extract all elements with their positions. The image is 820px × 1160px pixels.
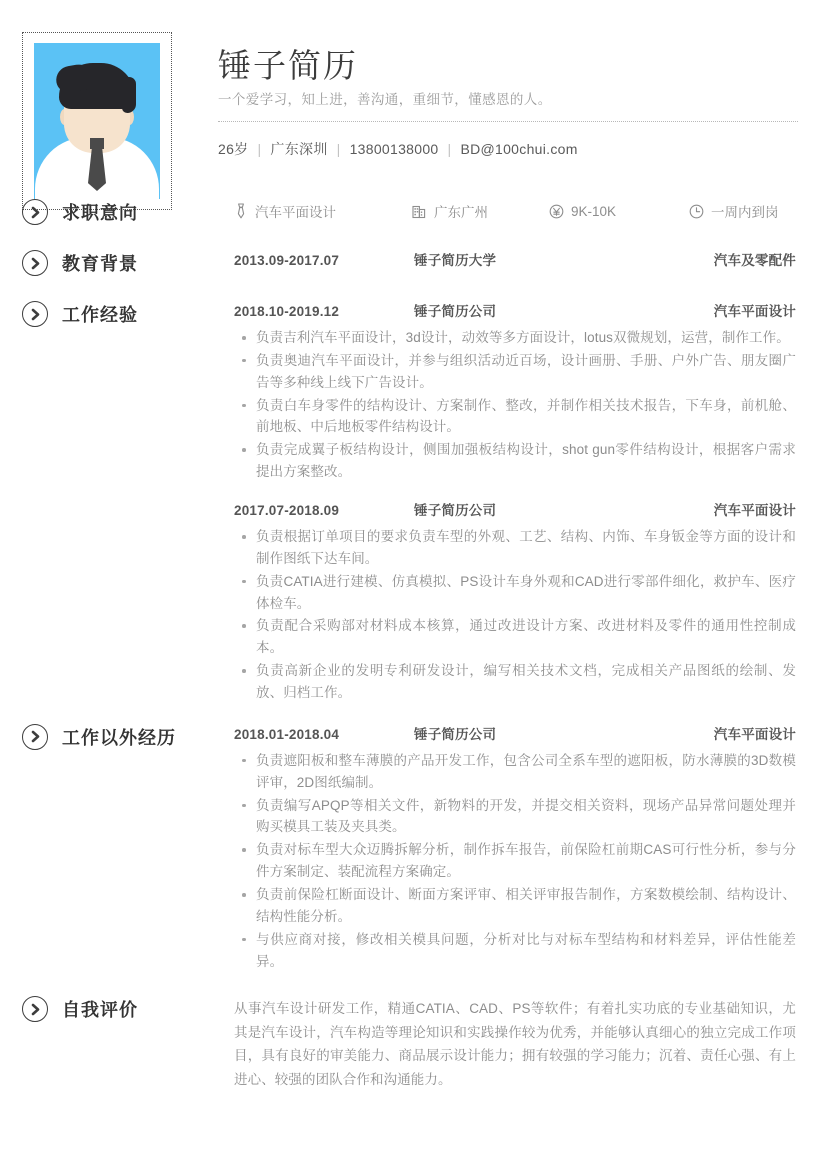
contact-phone: 13800138000 [349,140,439,157]
chevron-right-circle-icon [22,199,48,225]
extra-entry [234,723,796,973]
entry-date: 2018.01-2018.04 [234,726,340,742]
section-label-extra-experience [22,723,234,750]
section-job-intent [22,198,798,225]
job-intent-position-label: 汽车平面设计 [255,205,336,220]
entry-role: 汽车平面设计 [713,304,796,319]
header-divider [218,121,798,122]
entry-role: 汽车平面设计 [713,503,796,519]
chevron-right-circle-icon [22,250,48,276]
bullet-item: 负责遮阳板和整车薄膜的产品开发工作，包含公司全系车型的遮阳板，防水薄膜的3D数模评审，2D图纸编制。 [234,750,796,794]
section-body-self-evaluation [234,995,798,1091]
entry-header [234,300,796,320]
entry-role: 汽车平面设计 [713,726,796,742]
job-intent-availability [689,201,779,221]
entry-organization: 锤子简历大学 [414,253,497,268]
section-extra-experience [22,723,798,974]
avatar-hair-side [122,77,136,113]
bullet-item: 负责前保险杠断面设计、断面方案评审、相关评审报告制作，方案数模绘制、结构设计、结构性能分析。 [234,884,796,928]
section-body-work-experience [234,300,798,705]
chevron-right-circle-icon [22,996,48,1022]
section-title: 教育背景 [62,254,138,274]
bullet-item: 负责根据订单项目的要求负责车型的外观、工艺、结构、内饰、车身钣金等方面的设计和制作图纸下达车间。 [234,526,796,570]
section-label-education [22,249,234,276]
contact-email: BD@100chui.com [460,140,578,157]
entry-date: 2017.07-2018.09 [234,503,340,519]
contact-separator: | [336,140,341,157]
avatar-frame [22,32,172,210]
job-intent-city [412,201,549,221]
job-intent-row [234,198,796,221]
entry-organization: 锤子简历公司 [414,304,497,319]
contact-row [218,139,798,159]
bullet-item: 负责奥迪汽车平面设计，并参与组织活动近百场，设计画册、手册、户外广告、朋友圈广告等多种线上线下广告设计。 [234,350,796,394]
bullet-item: 负责完成翼子板结构设计，侧围加强板结构设计，shot gun零件结构设计，根据客户需求提出方案整改。 [234,439,796,483]
section-label-self-evaluation [22,995,234,1022]
entry-role: 汽车及零配件 [713,253,796,268]
bullet-item: 负责高新企业的发明专利研发设计，编写相关技术文档，完成相关产品图纸的绘制、发放、归档工作。 [234,660,796,704]
bullet-item: 负责编写APQP等相关文件，新物料的开发，并提交相关资料，现场产品异常问题处理并购买模具工装及夹具类。 [234,795,796,839]
work-entry [234,300,796,483]
entry-organization: 锤子简历公司 [414,726,497,742]
section-title: 求职意向 [62,203,138,223]
bullet-item: 负责配合采购部对材料成本核算，通过改进设计方案、改进材料及零件的通用性控制成本。 [234,615,796,659]
building-icon [412,204,427,219]
entry-date: 2013.09-2017.07 [234,253,340,268]
entry-bullets [234,526,796,704]
entry-date: 2018.10-2019.12 [234,304,340,319]
section-body-job-intent [234,198,798,221]
profile-name: 锤子简历 [218,47,358,84]
section-self-evaluation [22,995,798,1091]
bullet-item: 负责对标车型大众迈腾拆解分析，制作拆车报告，前保险杠前期CAS可行性分析，参与分件方案制定、装配流程方案确定。 [234,839,796,883]
section-body-extra-experience [234,723,798,974]
entry-bullets [234,750,796,973]
profile-tagline: 一个爱学习，知上进，善沟通，重细节，懂感恩的人。 [218,91,552,107]
entry-header [234,249,796,269]
section-title: 工作经验 [62,305,138,325]
bullet-item: 与供应商对接，修改相关模具问题，分析对比与对标车型结构和材料差异，评估性能差异。 [234,929,796,973]
job-intent-salary [549,204,689,219]
chevron-right-circle-icon [22,724,48,750]
necktie-icon [234,203,248,219]
contact-location: 广东深圳 [270,140,328,157]
section-label-work-experience [22,300,234,327]
entry-header [234,499,796,519]
contact-separator: | [447,140,452,157]
resume-sections [22,180,798,1091]
bullet-item: 负责CATIA进行建模、仿真模拟、PS设计车身外观和CAD进行零部件细化，救护车、医疗体检车。 [234,571,796,615]
section-title: 自我评价 [62,1000,138,1021]
yuan-circle-icon [549,204,564,219]
clock-icon [689,204,704,219]
work-entry [234,499,796,704]
job-intent-position [234,201,412,221]
bullet-item: 负责吉利汽车平面设计，3d设计，动效等多方面设计，lotus双微规划，运营，制作工作。 [234,327,796,349]
job-intent-salary-label: 9K-10K [571,203,617,219]
job-intent-availability-label: 一周内到岗 [711,205,779,220]
resume-header [22,0,798,180]
entry-organization: 锤子简历公司 [414,503,497,519]
contact-separator: | [257,140,262,157]
avatar-collar-right [104,149,116,179]
entry-bullets [234,327,796,483]
avatar-collar-left [78,149,90,179]
job-intent-city-label: 广东广州 [434,205,488,220]
contact-age: 26岁 [218,140,249,157]
section-education [22,249,798,276]
education-entry [234,249,796,269]
entry-header [234,723,796,743]
section-work-experience [22,300,798,705]
profile-info [172,32,798,159]
chevron-right-circle-icon [22,301,48,327]
section-title: 工作以外经历 [62,727,176,748]
section-label-job-intent [22,198,234,225]
section-body-education [234,249,798,269]
bullet-item: 负责白车身零件的结构设计、方案制作、整改，并制作相关技术报告，下车身，前机舱、前地板、中后地板零件结构设计。 [234,395,796,439]
avatar [34,43,160,199]
self-evaluation-text: 从事汽车设计研发工作，精通CATIA、CAD、PS等软件；有着扎实功底的专业基础知识，尤其是汽车设计，汽车构造等理论知识和实践操作较为优秀，并能够认真细心的独立完成工作项目，具有良好的审美能力、商品展示设计能力；拥有较强的学习能力；沉着、责任心强、有上进心、较强的团队合作和沟通能力。 [234,1001,796,1087]
